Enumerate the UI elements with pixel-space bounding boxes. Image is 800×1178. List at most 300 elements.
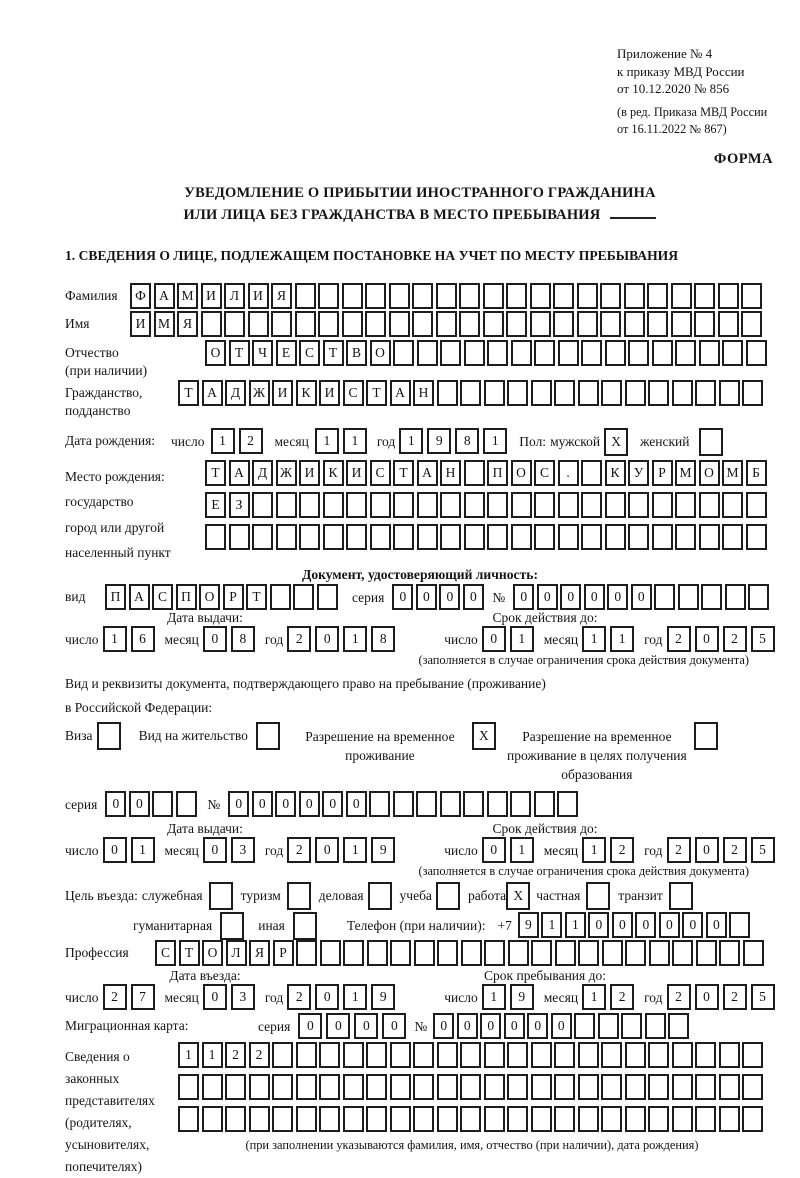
char-cell[interactable]: М <box>675 460 696 486</box>
char-cell[interactable] <box>463 791 484 817</box>
char-cell[interactable]: 0 <box>504 1013 525 1039</box>
char-cell[interactable]: 5 <box>751 837 775 863</box>
char-cell[interactable] <box>555 940 576 966</box>
char-cell[interactable] <box>719 1074 740 1100</box>
char-cell[interactable] <box>506 311 527 337</box>
char-cell[interactable] <box>202 1074 223 1100</box>
char-cell[interactable] <box>624 283 645 309</box>
char-cell[interactable]: 2 <box>723 984 747 1010</box>
char-cell[interactable] <box>367 940 388 966</box>
char-cell[interactable] <box>417 524 438 550</box>
char-cell[interactable]: 1 <box>582 837 606 863</box>
char-cell[interactable]: И <box>130 311 151 337</box>
char-cell[interactable] <box>152 791 173 817</box>
char-cell[interactable] <box>668 1013 689 1039</box>
char-cell[interactable] <box>389 283 410 309</box>
char-cell[interactable] <box>460 1042 481 1068</box>
char-cell[interactable] <box>741 311 762 337</box>
char-cell[interactable] <box>370 492 391 518</box>
char-cell[interactable]: 5 <box>751 626 775 652</box>
char-cell[interactable] <box>202 1106 223 1132</box>
char-cell[interactable]: 1 <box>510 837 534 863</box>
char-cell[interactable] <box>508 940 529 966</box>
char-cell[interactable] <box>342 283 363 309</box>
char-cell[interactable]: 8 <box>455 428 479 454</box>
char-cell[interactable]: 1 <box>103 626 127 652</box>
char-cell[interactable] <box>366 1106 387 1132</box>
char-cell[interactable]: Ф <box>130 283 151 309</box>
char-cell[interactable] <box>437 940 458 966</box>
char-cell[interactable]: 3 <box>231 984 255 1010</box>
char-cell[interactable]: Я <box>249 940 270 966</box>
char-cell[interactable] <box>390 940 411 966</box>
char-cell[interactable] <box>459 283 480 309</box>
char-cell[interactable]: Н <box>413 380 434 406</box>
char-cell[interactable]: 0 <box>527 1013 548 1039</box>
char-cell[interactable] <box>605 524 626 550</box>
char-cell[interactable]: А <box>417 460 438 486</box>
char-cell[interactable] <box>672 1074 693 1100</box>
char-cell[interactable] <box>672 1042 693 1068</box>
char-cell[interactable]: З <box>229 492 250 518</box>
char-cell[interactable]: 0 <box>588 912 609 938</box>
char-cell[interactable] <box>487 492 508 518</box>
char-cell[interactable]: Т <box>178 380 199 406</box>
char-cell[interactable]: 2 <box>287 984 311 1010</box>
char-cell[interactable]: 1 <box>343 837 367 863</box>
char-cell[interactable] <box>346 492 367 518</box>
char-cell[interactable] <box>272 1074 293 1100</box>
char-cell[interactable] <box>722 340 743 366</box>
char-cell[interactable] <box>748 584 769 610</box>
char-cell[interactable] <box>393 791 414 817</box>
char-cell[interactable] <box>276 524 297 550</box>
char-cell[interactable] <box>602 940 623 966</box>
char-cell[interactable]: 2 <box>610 984 634 1010</box>
char-cell[interactable] <box>368 882 392 910</box>
char-cell[interactable] <box>343 1042 364 1068</box>
char-cell[interactable]: 0 <box>560 584 581 610</box>
char-cell[interactable]: Ж <box>249 380 270 406</box>
char-cell[interactable] <box>393 492 414 518</box>
char-cell[interactable] <box>722 524 743 550</box>
char-cell[interactable] <box>694 722 718 750</box>
char-cell[interactable]: 6 <box>131 626 155 652</box>
char-cell[interactable] <box>436 283 457 309</box>
char-cell[interactable]: Б <box>746 460 767 486</box>
char-cell[interactable] <box>586 882 610 910</box>
char-cell[interactable]: 0 <box>416 584 437 610</box>
char-cell[interactable] <box>699 524 720 550</box>
char-cell[interactable] <box>699 340 720 366</box>
char-cell[interactable] <box>746 492 767 518</box>
char-cell[interactable]: 0 <box>695 984 719 1010</box>
char-cell[interactable]: Л <box>226 940 247 966</box>
char-cell[interactable] <box>220 912 244 940</box>
char-cell[interactable] <box>437 1106 458 1132</box>
char-cell[interactable] <box>319 1042 340 1068</box>
char-cell[interactable] <box>624 311 645 337</box>
char-cell[interactable] <box>652 492 673 518</box>
char-cell[interactable] <box>440 791 461 817</box>
char-cell[interactable] <box>413 1106 434 1132</box>
char-cell[interactable]: 0 <box>682 912 703 938</box>
char-cell[interactable]: 9 <box>518 912 539 938</box>
char-cell[interactable] <box>654 584 675 610</box>
char-cell[interactable]: Р <box>273 940 294 966</box>
char-cell[interactable] <box>699 428 723 456</box>
char-cell[interactable] <box>531 940 552 966</box>
char-cell[interactable]: И <box>299 460 320 486</box>
char-cell[interactable]: П <box>105 584 126 610</box>
char-cell[interactable] <box>648 1106 669 1132</box>
char-cell[interactable]: С <box>534 460 555 486</box>
char-cell[interactable] <box>649 940 670 966</box>
char-cell[interactable] <box>461 940 482 966</box>
char-cell[interactable] <box>293 584 314 610</box>
char-cell[interactable]: 9 <box>427 428 451 454</box>
char-cell[interactable]: 1 <box>565 912 586 938</box>
char-cell[interactable] <box>672 380 693 406</box>
char-cell[interactable] <box>460 1106 481 1132</box>
char-cell[interactable] <box>696 940 717 966</box>
char-cell[interactable] <box>601 1074 622 1100</box>
char-cell[interactable] <box>558 524 579 550</box>
char-cell[interactable]: 2 <box>287 626 311 652</box>
char-cell[interactable]: 8 <box>371 626 395 652</box>
char-cell[interactable] <box>323 524 344 550</box>
char-cell[interactable] <box>531 1074 552 1100</box>
char-cell[interactable]: 0 <box>326 1013 350 1039</box>
char-cell[interactable] <box>578 1106 599 1132</box>
char-cell[interactable] <box>390 1106 411 1132</box>
char-cell[interactable]: 0 <box>482 837 506 863</box>
char-cell[interactable] <box>695 1106 716 1132</box>
char-cell[interactable]: Т <box>246 584 267 610</box>
char-cell[interactable]: 1 <box>131 837 155 863</box>
char-cell[interactable] <box>293 912 317 940</box>
char-cell[interactable]: 0 <box>635 912 656 938</box>
char-cell[interactable] <box>530 311 551 337</box>
char-cell[interactable] <box>628 492 649 518</box>
char-cell[interactable] <box>678 584 699 610</box>
char-cell[interactable] <box>746 524 767 550</box>
char-cell[interactable] <box>413 1074 434 1100</box>
char-cell[interactable] <box>249 1106 270 1132</box>
char-cell[interactable]: П <box>176 584 197 610</box>
char-cell[interactable]: 0 <box>482 626 506 652</box>
char-cell[interactable] <box>390 1074 411 1100</box>
char-cell[interactable] <box>487 340 508 366</box>
char-cell[interactable]: 0 <box>382 1013 406 1039</box>
char-cell[interactable] <box>695 1074 716 1100</box>
char-cell[interactable] <box>578 1042 599 1068</box>
char-cell[interactable] <box>270 584 291 610</box>
char-cell[interactable] <box>671 283 692 309</box>
char-cell[interactable] <box>296 940 317 966</box>
char-cell[interactable]: П <box>487 460 508 486</box>
char-cell[interactable]: 0 <box>439 584 460 610</box>
char-cell[interactable] <box>296 1074 317 1100</box>
char-cell[interactable]: 9 <box>371 984 395 1010</box>
char-cell[interactable] <box>531 380 552 406</box>
char-cell[interactable] <box>256 722 280 750</box>
char-cell[interactable] <box>317 584 338 610</box>
char-cell[interactable] <box>272 1106 293 1132</box>
char-cell[interactable] <box>652 524 673 550</box>
char-cell[interactable] <box>229 524 250 550</box>
char-cell[interactable]: 2 <box>287 837 311 863</box>
char-cell[interactable]: О <box>199 584 220 610</box>
char-cell[interactable] <box>342 311 363 337</box>
char-cell[interactable]: С <box>343 380 364 406</box>
char-cell[interactable] <box>464 524 485 550</box>
char-cell[interactable] <box>393 524 414 550</box>
char-cell[interactable]: О <box>370 340 391 366</box>
char-cell[interactable]: 2 <box>723 626 747 652</box>
char-cell[interactable] <box>628 524 649 550</box>
char-cell[interactable] <box>601 1042 622 1068</box>
char-cell[interactable]: О <box>699 460 720 486</box>
char-cell[interactable] <box>742 1042 763 1068</box>
char-cell[interactable] <box>507 1074 528 1100</box>
char-cell[interactable]: 7 <box>131 984 155 1010</box>
char-cell[interactable] <box>581 524 602 550</box>
char-cell[interactable] <box>719 380 740 406</box>
char-cell[interactable] <box>625 1074 646 1100</box>
char-cell[interactable]: 0 <box>631 584 652 610</box>
char-cell[interactable] <box>675 340 696 366</box>
char-cell[interactable]: 0 <box>346 791 367 817</box>
char-cell[interactable] <box>225 1074 246 1100</box>
char-cell[interactable] <box>742 380 763 406</box>
char-cell[interactable] <box>287 882 311 910</box>
char-cell[interactable] <box>370 524 391 550</box>
char-cell[interactable] <box>511 524 532 550</box>
char-cell[interactable] <box>296 1042 317 1068</box>
char-cell[interactable]: X <box>472 722 496 750</box>
char-cell[interactable]: 1 <box>202 1042 223 1068</box>
char-cell[interactable] <box>531 1042 552 1068</box>
char-cell[interactable] <box>484 380 505 406</box>
char-cell[interactable]: 1 <box>399 428 423 454</box>
char-cell[interactable] <box>366 1042 387 1068</box>
char-cell[interactable]: 8 <box>231 626 255 652</box>
char-cell[interactable]: 1 <box>541 912 562 938</box>
char-cell[interactable] <box>295 311 316 337</box>
char-cell[interactable]: О <box>202 940 223 966</box>
char-cell[interactable] <box>295 283 316 309</box>
char-cell[interactable] <box>530 283 551 309</box>
char-cell[interactable]: 1 <box>315 428 339 454</box>
char-cell[interactable] <box>672 1106 693 1132</box>
char-cell[interactable]: О <box>511 460 532 486</box>
char-cell[interactable]: М <box>154 311 175 337</box>
char-cell[interactable] <box>581 340 602 366</box>
char-cell[interactable] <box>669 882 693 910</box>
char-cell[interactable] <box>414 940 435 966</box>
char-cell[interactable]: Н <box>440 460 461 486</box>
char-cell[interactable]: 1 <box>482 984 506 1010</box>
char-cell[interactable] <box>178 1074 199 1100</box>
char-cell[interactable] <box>460 380 481 406</box>
char-cell[interactable] <box>742 1106 763 1132</box>
char-cell[interactable]: Л <box>224 283 245 309</box>
char-cell[interactable] <box>507 1106 528 1132</box>
char-cell[interactable]: У <box>628 460 649 486</box>
char-cell[interactable] <box>746 340 767 366</box>
char-cell[interactable]: 0 <box>695 837 719 863</box>
char-cell[interactable] <box>252 492 273 518</box>
char-cell[interactable] <box>487 524 508 550</box>
char-cell[interactable] <box>719 1106 740 1132</box>
char-cell[interactable]: О <box>205 340 226 366</box>
char-cell[interactable] <box>440 524 461 550</box>
char-cell[interactable] <box>224 311 245 337</box>
char-cell[interactable]: И <box>346 460 367 486</box>
char-cell[interactable] <box>272 1042 293 1068</box>
char-cell[interactable] <box>346 524 367 550</box>
char-cell[interactable]: 0 <box>695 626 719 652</box>
char-cell[interactable]: Е <box>276 340 297 366</box>
char-cell[interactable]: 9 <box>371 837 395 863</box>
char-cell[interactable]: 1 <box>343 626 367 652</box>
char-cell[interactable]: 2 <box>723 837 747 863</box>
char-cell[interactable] <box>625 940 646 966</box>
char-cell[interactable] <box>578 1074 599 1100</box>
char-cell[interactable] <box>725 584 746 610</box>
char-cell[interactable] <box>534 791 555 817</box>
char-cell[interactable] <box>742 1074 763 1100</box>
char-cell[interactable]: 0 <box>584 584 605 610</box>
char-cell[interactable] <box>600 283 621 309</box>
char-cell[interactable] <box>534 340 555 366</box>
char-cell[interactable]: 0 <box>480 1013 501 1039</box>
char-cell[interactable]: 0 <box>607 584 628 610</box>
char-cell[interactable] <box>437 1074 458 1100</box>
char-cell[interactable]: М <box>177 283 198 309</box>
char-cell[interactable]: Я <box>271 283 292 309</box>
char-cell[interactable] <box>553 283 574 309</box>
char-cell[interactable] <box>416 791 437 817</box>
char-cell[interactable]: И <box>319 380 340 406</box>
char-cell[interactable] <box>440 340 461 366</box>
char-cell[interactable] <box>205 524 226 550</box>
char-cell[interactable] <box>645 1013 666 1039</box>
char-cell[interactable] <box>694 311 715 337</box>
char-cell[interactable] <box>531 1106 552 1132</box>
char-cell[interactable] <box>440 492 461 518</box>
char-cell[interactable]: И <box>272 380 293 406</box>
char-cell[interactable] <box>365 311 386 337</box>
char-cell[interactable] <box>484 940 505 966</box>
char-cell[interactable] <box>320 940 341 966</box>
char-cell[interactable]: К <box>323 460 344 486</box>
char-cell[interactable]: 0 <box>252 791 273 817</box>
char-cell[interactable]: 0 <box>228 791 249 817</box>
char-cell[interactable] <box>413 1042 434 1068</box>
char-cell[interactable]: 0 <box>203 626 227 652</box>
char-cell[interactable]: 0 <box>433 1013 454 1039</box>
char-cell[interactable] <box>719 1042 740 1068</box>
char-cell[interactable] <box>484 1106 505 1132</box>
char-cell[interactable] <box>343 1074 364 1100</box>
char-cell[interactable]: К <box>605 460 626 486</box>
char-cell[interactable] <box>719 940 740 966</box>
char-cell[interactable] <box>554 1106 575 1132</box>
char-cell[interactable] <box>647 283 668 309</box>
char-cell[interactable]: 0 <box>706 912 727 938</box>
char-cell[interactable] <box>554 1074 575 1100</box>
char-cell[interactable]: 0 <box>315 837 339 863</box>
char-cell[interactable] <box>296 1106 317 1132</box>
char-cell[interactable] <box>553 311 574 337</box>
char-cell[interactable]: К <box>296 380 317 406</box>
char-cell[interactable] <box>417 492 438 518</box>
char-cell[interactable]: 0 <box>659 912 680 938</box>
char-cell[interactable]: Т <box>323 340 344 366</box>
char-cell[interactable]: А <box>390 380 411 406</box>
char-cell[interactable] <box>729 912 750 938</box>
char-cell[interactable]: С <box>370 460 391 486</box>
char-cell[interactable] <box>648 1042 669 1068</box>
char-cell[interactable] <box>605 492 626 518</box>
char-cell[interactable]: 0 <box>513 584 534 610</box>
char-cell[interactable] <box>694 283 715 309</box>
char-cell[interactable]: С <box>155 940 176 966</box>
char-cell[interactable]: 0 <box>298 1013 322 1039</box>
char-cell[interactable] <box>581 492 602 518</box>
char-cell[interactable]: Т <box>393 460 414 486</box>
char-cell[interactable]: И <box>248 283 269 309</box>
char-cell[interactable] <box>437 380 458 406</box>
char-cell[interactable] <box>464 460 485 486</box>
char-cell[interactable]: X <box>604 428 628 456</box>
char-cell[interactable] <box>390 1042 411 1068</box>
char-cell[interactable] <box>343 1106 364 1132</box>
char-cell[interactable] <box>484 1042 505 1068</box>
char-cell[interactable]: 2 <box>103 984 127 1010</box>
char-cell[interactable] <box>483 283 504 309</box>
char-cell[interactable] <box>225 1106 246 1132</box>
char-cell[interactable] <box>600 311 621 337</box>
char-cell[interactable] <box>695 1042 716 1068</box>
char-cell[interactable]: Т <box>229 340 250 366</box>
char-cell[interactable]: 0 <box>457 1013 478 1039</box>
char-cell[interactable] <box>722 492 743 518</box>
char-cell[interactable] <box>577 283 598 309</box>
char-cell[interactable] <box>578 940 599 966</box>
char-cell[interactable] <box>201 311 222 337</box>
char-cell[interactable]: 0 <box>129 791 150 817</box>
char-cell[interactable]: 1 <box>343 984 367 1010</box>
char-cell[interactable]: 0 <box>105 791 126 817</box>
char-cell[interactable] <box>741 283 762 309</box>
char-cell[interactable] <box>319 1106 340 1132</box>
char-cell[interactable]: Ж <box>276 460 297 486</box>
char-cell[interactable] <box>276 492 297 518</box>
char-cell[interactable] <box>318 283 339 309</box>
char-cell[interactable]: 2 <box>610 837 634 863</box>
char-cell[interactable]: 0 <box>203 984 227 1010</box>
char-cell[interactable] <box>648 1074 669 1100</box>
char-cell[interactable] <box>343 940 364 966</box>
char-cell[interactable]: 1 <box>178 1042 199 1068</box>
char-cell[interactable]: 5 <box>751 984 775 1010</box>
char-cell[interactable]: 2 <box>667 626 691 652</box>
char-cell[interactable]: А <box>202 380 223 406</box>
char-cell[interactable]: 1 <box>610 626 634 652</box>
